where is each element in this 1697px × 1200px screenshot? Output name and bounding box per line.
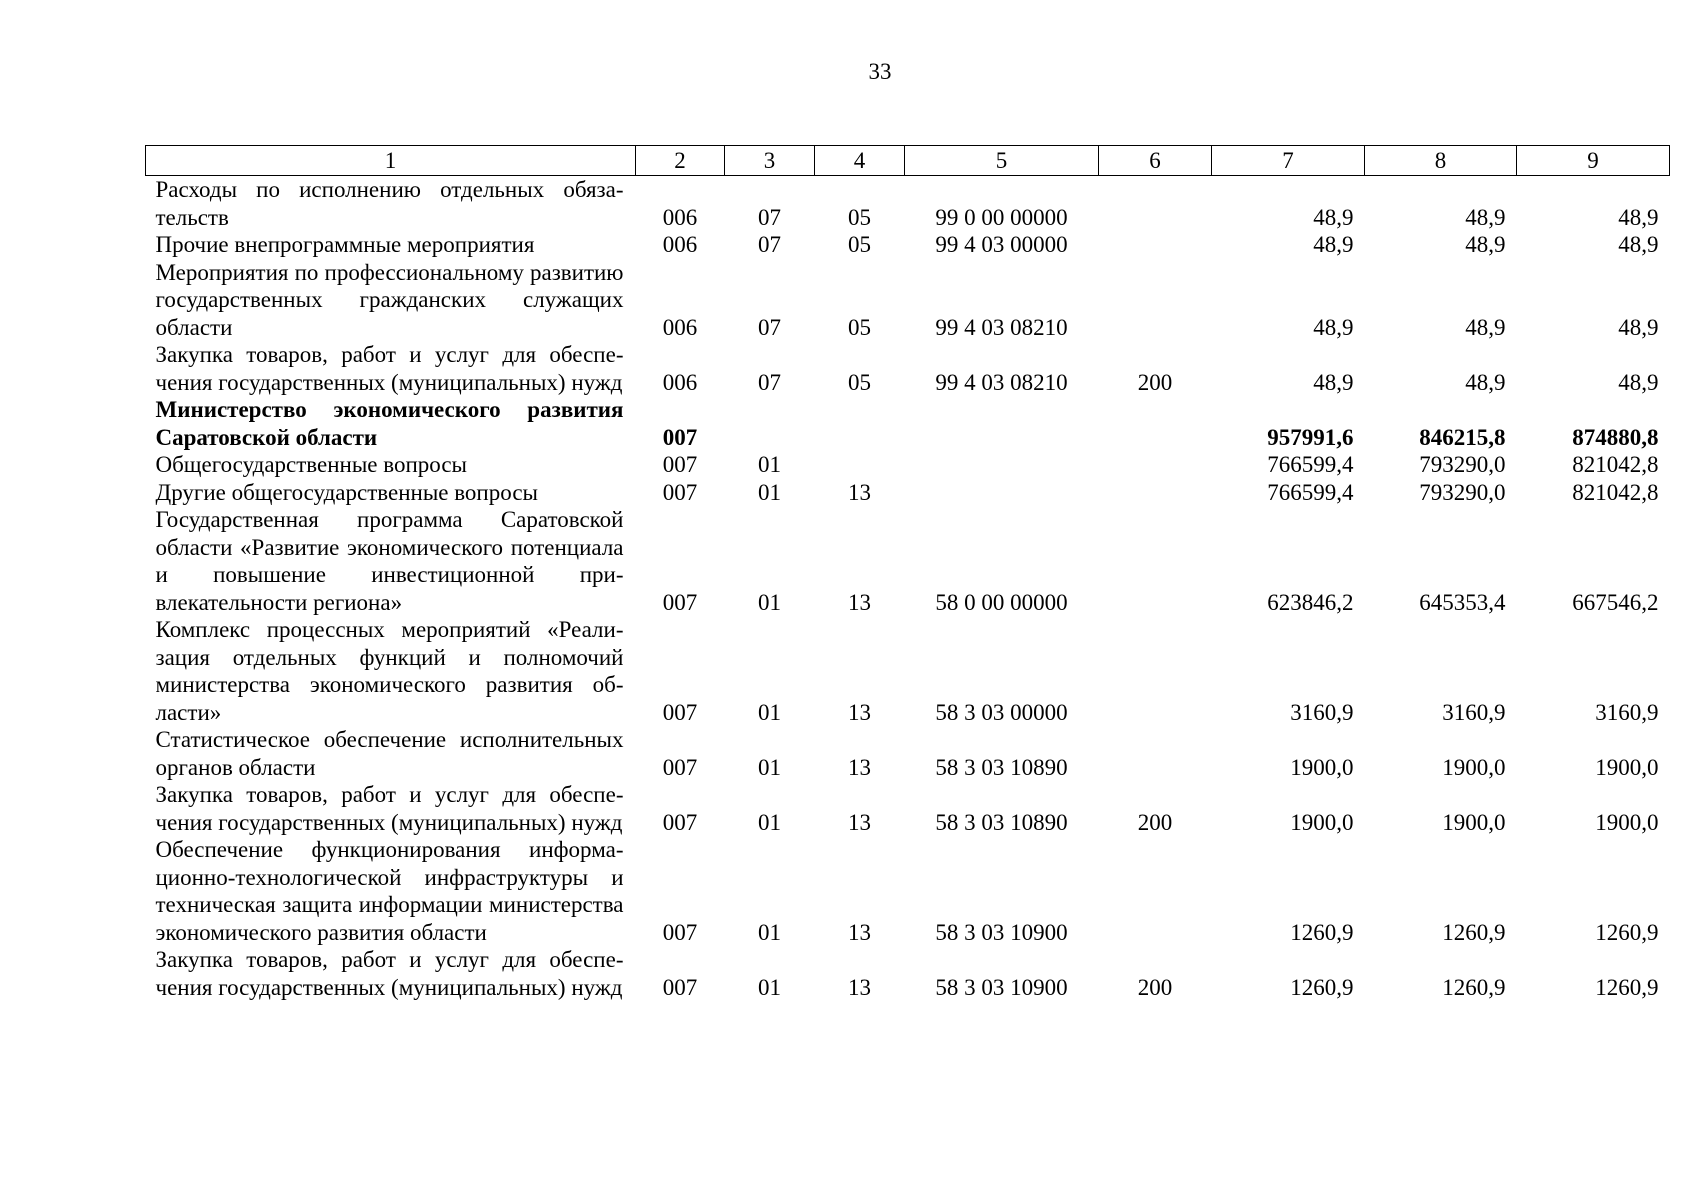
row-target-article-cell: 58 3 03 10900 bbox=[935, 919, 1068, 945]
row-amount-col7-cell: 3160,9 bbox=[1290, 699, 1354, 725]
row-amount-col7-cell: 1260,9 bbox=[1290, 919, 1354, 945]
row-amount-col9-cell: 1900,0 bbox=[1595, 754, 1659, 780]
header-row bbox=[146, 146, 1670, 176]
row-target-article-cell: 58 3 03 10890 bbox=[935, 754, 1068, 780]
row-amount-col8-cell: 846215,8 bbox=[1419, 424, 1506, 450]
row-name-cell: Общегосударственные вопросы bbox=[155, 452, 467, 477]
table-row bbox=[146, 946, 1670, 1001]
row-amount-col7-cell: 623846,2 bbox=[1267, 589, 1354, 615]
row-expense-type-cell bbox=[1099, 176, 1212, 232]
row-expense-type-cell: 200 bbox=[1137, 974, 1173, 1000]
row-amount-col8-cell: 48,9 bbox=[1465, 314, 1506, 340]
row-amount-col9-cell: 821042,8 bbox=[1572, 479, 1659, 505]
table-row bbox=[146, 176, 1670, 232]
row-amount-col8-cell: 3160,9 bbox=[1442, 699, 1506, 725]
row-expense-type-cell: 200 bbox=[1137, 809, 1173, 835]
row-name-cell: Прочие внепрограммные мероприятия bbox=[155, 232, 535, 257]
row-amount-col7-cell: 766599,4 bbox=[1267, 479, 1354, 505]
row-amount-col7-cell: 48,9 bbox=[1313, 204, 1354, 230]
column-header-5: 5 bbox=[905, 146, 1099, 176]
row-expense-type-cell bbox=[1099, 451, 1212, 479]
row-expense-type-cell bbox=[1099, 231, 1212, 259]
row-subsection-cell: 13 bbox=[848, 809, 871, 835]
row-amount-col7-cell: 1900,0 bbox=[1290, 809, 1354, 835]
row-ministry-code-cell: 006 bbox=[662, 369, 698, 395]
row-expense-type-cell bbox=[1099, 836, 1212, 946]
row-name-cell: Закупка товаров, работ и услуг для обеспечения государственных (муниципальных) нужд bbox=[155, 782, 624, 835]
row-target-article-cell: 99 4 03 00000 bbox=[935, 232, 1068, 257]
row-amount-col7-cell: 48,9 bbox=[1313, 232, 1354, 257]
row-target-article-cell: 58 0 00 00000 bbox=[935, 589, 1068, 615]
row-target-article-cell: 58 3 03 10890 bbox=[935, 809, 1068, 835]
row-name-cell: Закупка товаров, работ и услуг для обеспечения государственных (муниципальных) нужд bbox=[155, 342, 624, 395]
row-subsection-cell bbox=[815, 396, 905, 451]
column-header-1: 1 bbox=[146, 146, 636, 176]
row-section-cell: 01 bbox=[758, 919, 781, 945]
column-header-7: 7 bbox=[1212, 146, 1365, 176]
row-subsection-cell: 13 bbox=[848, 479, 871, 505]
row-amount-col9-cell: 48,9 bbox=[1618, 232, 1659, 257]
row-expense-type-cell: 200 bbox=[1137, 369, 1173, 395]
row-amount-col9-cell: 3160,9 bbox=[1595, 699, 1659, 725]
row-amount-col8-cell: 1900,0 bbox=[1442, 809, 1506, 835]
table-header bbox=[146, 146, 1670, 176]
row-name-cell: Статистическое обеспечение исполнительных органов области bbox=[155, 727, 624, 780]
row-target-article-cell: 99 4 03 08210 bbox=[935, 314, 1068, 340]
column-header-8: 8 bbox=[1365, 146, 1517, 176]
row-amount-col7-cell: 1260,9 bbox=[1290, 974, 1354, 1000]
row-ministry-code-cell: 007 bbox=[662, 699, 698, 725]
row-amount-col8-cell: 48,9 bbox=[1465, 232, 1506, 257]
row-section-cell: 01 bbox=[758, 479, 781, 505]
table-row bbox=[146, 781, 1670, 836]
row-section-cell: 01 bbox=[758, 699, 781, 725]
row-ministry-code-cell: 007 bbox=[662, 919, 698, 945]
row-expense-type-cell bbox=[1099, 259, 1212, 342]
row-section-cell: 07 bbox=[758, 204, 781, 230]
row-amount-col9-cell: 1900,0 bbox=[1595, 809, 1659, 835]
row-section-cell: 01 bbox=[758, 809, 781, 835]
row-amount-col7-cell: 48,9 bbox=[1313, 369, 1354, 395]
row-target-article-cell: 58 3 03 00000 bbox=[935, 699, 1068, 725]
row-name-cell: Комплекс процессных мероприятий «Реализация отдельных функций и полномочий министерства экономического развития области» bbox=[155, 617, 624, 725]
row-amount-col9-cell: 1260,9 bbox=[1595, 974, 1659, 1000]
row-section-cell: 01 bbox=[758, 589, 781, 615]
row-expense-type-cell bbox=[1099, 396, 1212, 451]
row-amount-col7-cell: 957991,6 bbox=[1267, 424, 1354, 450]
row-subsection-cell: 05 bbox=[848, 232, 871, 257]
table-row bbox=[146, 259, 1670, 342]
row-amount-col7-cell: 1900,0 bbox=[1290, 754, 1354, 780]
row-ministry-code-cell: 006 bbox=[662, 314, 698, 340]
row-section-cell: 07 bbox=[758, 369, 781, 395]
table-row bbox=[146, 836, 1670, 946]
row-target-article-cell: 99 4 03 08210 bbox=[935, 369, 1068, 395]
row-ministry-code-cell: 007 bbox=[662, 809, 698, 835]
row-target-article-cell: 58 3 03 10900 bbox=[935, 974, 1068, 1000]
row-expense-type-cell bbox=[1099, 506, 1212, 616]
row-name-cell: Мероприятия по профессиональному развитию государственных гражданских служащих области bbox=[155, 259, 624, 340]
row-amount-col8-cell: 48,9 bbox=[1465, 369, 1506, 395]
table-row bbox=[146, 451, 1670, 479]
row-name-cell: Расходы по исполнению отдельных обязательств bbox=[155, 177, 624, 230]
row-name-cell: Государственная программа Саратовской области «Развитие экономического потенциала и повышение инвестиционной привлекательности региона» bbox=[155, 507, 624, 615]
row-ministry-code-cell: 007 bbox=[662, 754, 698, 780]
row-amount-col9-cell: 48,9 bbox=[1618, 369, 1659, 395]
table-body bbox=[146, 176, 1670, 1002]
row-ministry-code-cell: 006 bbox=[662, 204, 698, 230]
row-ministry-code-cell: 007 bbox=[662, 589, 698, 615]
row-subsection-cell: 05 bbox=[848, 314, 871, 340]
table-row bbox=[146, 726, 1670, 781]
table-row bbox=[146, 231, 1670, 259]
row-expense-type-cell bbox=[1099, 616, 1212, 726]
row-amount-col8-cell: 1260,9 bbox=[1442, 919, 1506, 945]
row-ministry-code-cell: 007 bbox=[662, 424, 698, 450]
row-ministry-code-cell: 006 bbox=[662, 232, 698, 257]
row-subsection-cell: 05 bbox=[848, 369, 871, 395]
row-ministry-code-cell: 007 bbox=[662, 974, 698, 1000]
row-expense-type-cell bbox=[1099, 726, 1212, 781]
row-amount-col7-cell: 48,9 bbox=[1313, 314, 1354, 340]
table-row bbox=[146, 506, 1670, 616]
row-amount-col9-cell: 667546,2 bbox=[1572, 589, 1659, 615]
row-name-cell: Закупка товаров, работ и услуг для обеспечения государственных (муниципальных) нужд bbox=[155, 947, 624, 1000]
row-section-cell: 01 bbox=[758, 754, 781, 780]
row-amount-col8-cell: 793290,0 bbox=[1419, 479, 1506, 505]
row-subsection-cell: 13 bbox=[848, 589, 871, 615]
row-section-cell: 01 bbox=[758, 452, 781, 477]
row-amount-col9-cell: 48,9 bbox=[1618, 314, 1659, 340]
row-section-cell bbox=[725, 396, 815, 451]
row-target-article-cell: 99 0 00 00000 bbox=[935, 204, 1068, 230]
row-name-cell: Обеспечение функционирования информационно-технологической инфраструктуры и техническая защита информации министерства экономического развития области bbox=[155, 837, 624, 945]
row-amount-col9-cell: 874880,8 bbox=[1572, 424, 1659, 450]
row-amount-col9-cell: 48,9 bbox=[1618, 204, 1659, 230]
table-row bbox=[146, 396, 1670, 451]
column-header-4: 4 bbox=[815, 146, 905, 176]
row-subsection-cell: 13 bbox=[848, 699, 871, 725]
row-subsection-cell: 13 bbox=[848, 974, 871, 1000]
budget-table bbox=[145, 145, 1670, 1001]
table-row bbox=[146, 479, 1670, 507]
table-row bbox=[146, 341, 1670, 396]
row-ministry-code-cell: 007 bbox=[662, 479, 698, 505]
table-row bbox=[146, 616, 1670, 726]
row-expense-type-cell bbox=[1099, 479, 1212, 507]
row-name-cell: Другие общегосударственные вопросы bbox=[155, 479, 538, 505]
row-section-cell: 07 bbox=[758, 232, 781, 257]
row-section-cell: 01 bbox=[758, 974, 781, 1000]
row-name-cell: Министерство экономического развития Саратовской области bbox=[155, 397, 624, 450]
row-amount-col7-cell: 766599,4 bbox=[1267, 452, 1354, 477]
row-subsection-cell: 13 bbox=[848, 754, 871, 780]
column-header-9: 9 bbox=[1517, 146, 1670, 176]
column-header-3: 3 bbox=[725, 146, 815, 176]
row-target-article-cell bbox=[905, 396, 1099, 451]
row-amount-col8-cell: 793290,0 bbox=[1419, 452, 1506, 477]
row-subsection-cell: 05 bbox=[848, 204, 871, 230]
row-amount-col8-cell: 645353,4 bbox=[1419, 589, 1506, 615]
row-amount-col9-cell: 1260,9 bbox=[1595, 919, 1659, 945]
row-amount-col9-cell: 821042,8 bbox=[1572, 452, 1659, 477]
row-amount-col8-cell: 1260,9 bbox=[1442, 974, 1506, 1000]
column-header-2: 2 bbox=[636, 146, 725, 176]
row-target-article-cell bbox=[905, 451, 1099, 479]
page-number: 33 bbox=[868, 59, 892, 84]
row-ministry-code-cell: 007 bbox=[662, 452, 698, 477]
row-subsection-cell: 13 bbox=[848, 919, 871, 945]
column-header-6: 6 bbox=[1099, 146, 1212, 176]
row-amount-col8-cell: 1900,0 bbox=[1442, 754, 1506, 780]
row-section-cell: 07 bbox=[758, 314, 781, 340]
row-amount-col8-cell: 48,9 bbox=[1465, 204, 1506, 230]
row-target-article-cell bbox=[905, 479, 1099, 507]
row-subsection-cell bbox=[815, 451, 905, 479]
